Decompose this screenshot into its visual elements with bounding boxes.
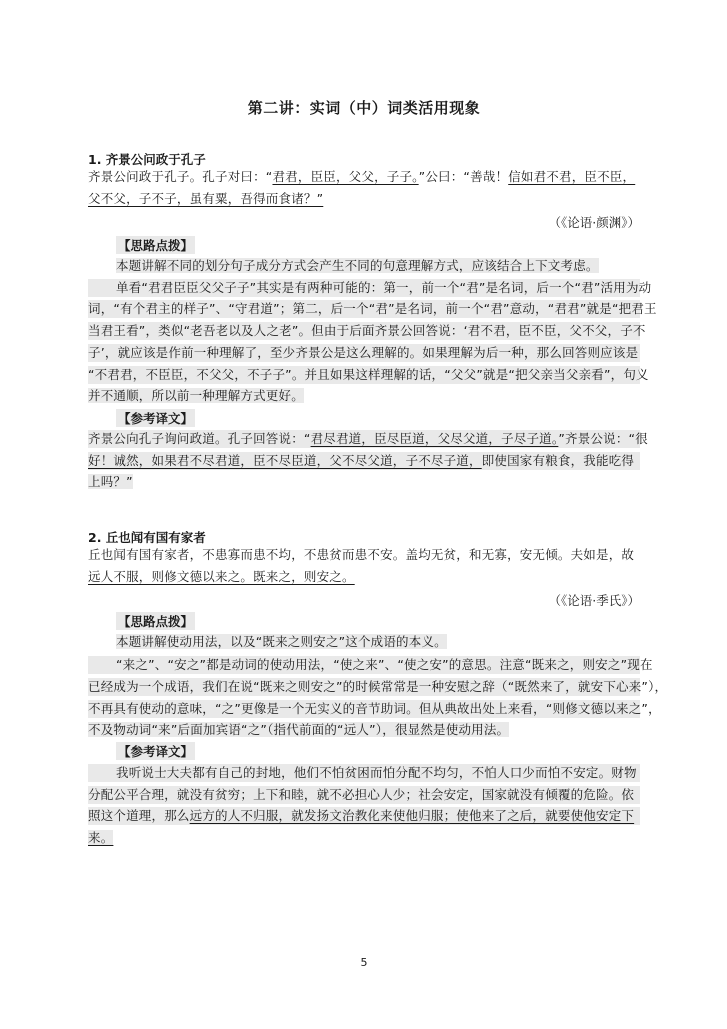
s1-trans-underlined-a: 君尽君道，臣尽臣道，父尽父道，子尽子道。 <box>310 431 559 446</box>
s1-trans-text-a: 齐景公向孔子询问政道。孔子回答说：“ <box>88 431 311 446</box>
s1-analysis-text-1: 本题讲解不同的划分句子成分方式会产生不同的句意理解方式，应该结合上下文考虑。 <box>116 258 599 273</box>
s1-source: （《论语·颜渊》） <box>548 215 640 230</box>
section-2-heading: 2. 丘也闻有国有家者 <box>88 530 206 545</box>
s2-analysis-line-3: 已经成为一个成语，我们在说“既来之则安之”的时候常常是一种安慰之辞（“既然来了，就安下心来”）， <box>88 679 668 694</box>
s2-trans-underlined: 远方的人不归服，就发扬文治教化来使他归服；使他来了之后，就要使他安定下 <box>189 808 635 823</box>
s1-tag-analysis: 【思路点拨】 <box>118 238 194 253</box>
s1-orig-text-c: ”公曰：“善哉！ <box>418 169 509 184</box>
s2-orig-underlined: 远人不服，则修文德以来之。既来之，则安之。 <box>88 569 355 584</box>
s1-original-line-1 <box>88 168 640 186</box>
s2-source: （《论语·季氏》） <box>548 593 640 608</box>
s2-analysis-line-5 <box>88 721 640 739</box>
s1-trans-text-c: ”齐景公说：“很 <box>558 431 648 446</box>
s2-translation-line-1: 我听说士大夫都有自己的封地，他们不怕贫困而怕分配不均匀，不怕人口少而怕不安定。财物 <box>88 764 640 782</box>
s2-analysis-line-1 <box>88 633 640 651</box>
s2-analysis-text-1: 本题讲解使动用法，以及“既来之则安之”这个成语的本义。 <box>116 634 447 649</box>
s1-analysis-line-2: 单看“君君臣臣父父子子”其实是有两种可能的：第一，前一个“君”是名词，后一个“君”活用为动 <box>88 279 640 297</box>
s2-translation-line-4 <box>88 829 640 847</box>
s1-orig-underlined-b: 信如君不君，臣不臣， <box>508 169 636 184</box>
s1-orig-underlined-c: 父不父，子不子，虽有粟，吾得而食诸？” <box>88 191 324 206</box>
page-title: 第二讲：实词（中）词类活用现象 <box>247 99 481 117</box>
s2-tag-translation: 【参考译文】 <box>118 744 194 759</box>
s2-analysis-line-4: 不再具有使动的意味，“之”更像是一个无实义的音节助词。但从典故出处上来看，“则修文德以来之”， <box>88 701 661 716</box>
s1-analysis-text-7: 并不通顺，所以前一种理解方式更好。 <box>88 388 304 403</box>
s2-analysis-text-5: 不及物动词“来”后面加宾语“之”（指代前面的“远人”），很显然是使动用法。 <box>88 722 510 737</box>
section-1-heading: 1. 齐景公问政于孔子 <box>88 152 206 167</box>
s1-orig-text-a: 齐景公问政于孔子。孔子对曰：“ <box>88 169 273 184</box>
s1-analysis-line-6: “不君君，不臣臣，不父父，不子子”。并且如果这样理解的话，“父父”就是“把父亲当父亲看”，句义 <box>88 367 649 382</box>
s2-original-line-2 <box>88 568 640 586</box>
s2-tag-analysis: 【思路点拨】 <box>118 614 194 629</box>
s1-analysis-line-3: 词，“有个君主的样子”、“守君道”；第二，后一个“君”是名词，前一个“君”意动，“君君”就是“把君王 <box>88 301 657 316</box>
s1-trans-underlined-b: 好！诚然，如果君不尽君道，臣不尽臣道，父不尽父道，子不尽子道， <box>88 453 482 468</box>
s1-analysis-line-5: 子’，就应该是作前一种理解了，至少齐景公是这么理解的。如果理解为后一种，那么回答则应该是 <box>88 345 639 360</box>
s1-translation-line-2 <box>88 452 640 470</box>
s2-translation-line-3 <box>88 807 640 825</box>
s1-trans-text-3: 上吗？” <box>88 474 133 489</box>
s1-translation-line-1 <box>88 430 648 448</box>
s1-original-line-2 <box>88 190 640 208</box>
s1-analysis-line-7 <box>88 387 640 405</box>
s1-translation-line-3 <box>88 473 640 491</box>
s1-analysis-line-1 <box>88 257 640 275</box>
s2-original-line-1: 丘也闻有国有家者，不患寡而患不均，不患贫而患不安。盖均无贫，和无寡，安无倾。夫如是，故 <box>88 547 635 562</box>
s2-analysis-line-2: “来之”、“安之”都是动词的使动用法，“使之来”、“使之安”的意思。注意“既来之，则安之”现在 <box>88 656 640 674</box>
s1-analysis-line-4: 当君王看”，类似“老吾老以及人之老”。但由于后面齐景公回答说：‘君不君，臣不臣，父不父，子不 <box>88 323 646 338</box>
s1-trans-text-b: 即使国家有粮食，我能吃得 <box>481 453 635 468</box>
s1-tag-translation: 【参考译文】 <box>118 411 194 426</box>
s2-trans-underlined-end: 来。 <box>88 830 114 845</box>
s2-translation-line-2: 分配公平合理，就没有贫穷；上下和睦，就不必担心人少；社会安定，国家就没有倾覆的危险。依 <box>88 786 640 804</box>
s2-trans-text-a: 照这个道理，那么 <box>88 808 190 823</box>
page-number: 5 <box>360 956 368 969</box>
s1-orig-underlined-a: 君君，臣臣，父父，子子。 <box>272 169 419 184</box>
